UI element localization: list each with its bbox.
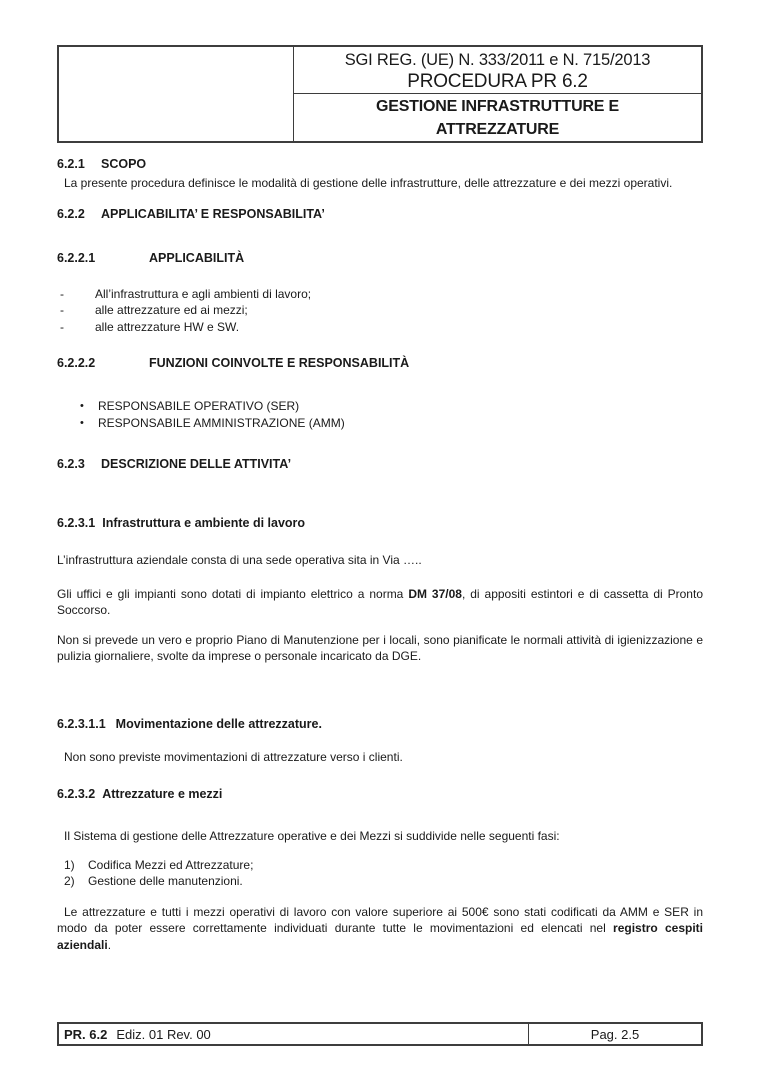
heading-number: 6.2.3 (57, 457, 85, 471)
footer-doc-code: PR. 6.2 (64, 1026, 108, 1042)
footer-table (57, 1022, 703, 1046)
heading-6-2-3 (57, 456, 703, 472)
bullet-marker: • (80, 400, 84, 412)
register-reference: registro cespiti aziendali (57, 921, 703, 952)
heading-title: APPLICABILITA’ E RESPONSABILITA’ (101, 206, 325, 221)
paragraph-text: Le attrezzature e tutti i mezzi operativi di lavoro con valore superiore ai 500€ sono stati codificati da AMM e SER in modo da poter essere correttamente individuati durante tutte le movimentazioni ed elencati nel (57, 904, 703, 935)
list-item-text: All’infrastruttura e agli ambienti di lavoro; (95, 286, 312, 301)
phases-list (57, 857, 703, 890)
list-item (80, 415, 703, 432)
footer-page-cell (529, 1024, 701, 1044)
list-item (57, 302, 703, 319)
heading-number: 6.2.1 (57, 157, 85, 171)
paragraph-offices (57, 586, 703, 619)
list-item (57, 286, 703, 303)
paragraph-movements: Non sono previste movimentazioni di attrezzature verso i clienti. (64, 749, 403, 764)
paragraph-system-phases: Il Sistema di gestione delle Attrezzature operative e dei Mezzi si suddivide nelle seguenti fasi: (64, 829, 560, 843)
heading-6-2-2 (57, 206, 703, 222)
page-content (57, 45, 703, 953)
bullet-marker: • (80, 416, 84, 429)
regulation-reference: SGI REG. (UE) N. 333/2011 e N. 715/2013 (344, 50, 651, 69)
heading-number: 6.2.2.2 (57, 356, 96, 370)
header-info-cell (294, 47, 701, 141)
list-item-text: Codifica Mezzi ed Attrezzature; (88, 857, 254, 872)
list-item-text: RESPONSABILE OPERATIVO (SER) (98, 399, 300, 413)
heading-6-2-2-2 (57, 355, 703, 371)
heading-title: APPLICABILITÀ (149, 250, 245, 265)
list-item-text: Gestione delle manutenzioni. (88, 874, 243, 888)
heading-6-2-3-2 (57, 786, 703, 802)
heading-6-2-1 (57, 156, 703, 172)
heading-number: 6.2.2.1 (57, 250, 96, 265)
dash-marker: - (60, 286, 64, 301)
heading-title: FUNZIONI COINVOLTE E RESPONSABILITÀ (149, 356, 410, 370)
list-item-text: alle attrezzature ed ai mezzi; (95, 303, 248, 317)
paragraph-text: . (107, 937, 112, 952)
document-title: GESTIONE INFRASTRUTTURE E ATTREZZATURE (375, 97, 619, 138)
number-marker: 2) (64, 874, 75, 888)
procedure-reference: PROCEDURA PR 6.2 (407, 70, 588, 92)
footer-revision-cell (59, 1024, 529, 1044)
footer-page-number: Pag. 2.5 (590, 1026, 640, 1042)
list-item-text: alle attrezzature HW e SW. (95, 319, 240, 334)
paragraph-text: , di appositi estintori e di cassetta di Pronto Soccorso. (57, 586, 703, 617)
footer-edition: Ediz. 01 Rev. 00 (116, 1026, 211, 1042)
header-table (57, 45, 703, 143)
paragraph-infrastructure: L’infrastruttura aziendale consta di una sede operativa sita in Via ….. (57, 553, 422, 567)
heading-title: Infrastruttura e ambiente di lavoro (102, 516, 306, 530)
heading-number: 6.2.2 (57, 206, 85, 221)
list-item (57, 873, 703, 890)
responsibility-list (57, 398, 703, 431)
dash-marker: - (60, 319, 64, 334)
paragraph-maintenance: Non si prevede un vero e proprio Piano di Manutenzione per i locali, sono pianificate le normali attività di igienizzazione e pulizia giornaliere, svolte da imprese o personale incaricato da DGE. (57, 632, 703, 663)
list-item-text: RESPONSABILE AMMINISTRAZIONE (AMM) (98, 415, 345, 430)
paragraph-equipment-coding (57, 904, 703, 954)
list-item (80, 398, 703, 415)
heading-title: Attrezzature e mezzi (102, 787, 223, 801)
heading-number: 6.2.3.1 (57, 516, 96, 530)
applicability-list (57, 286, 703, 336)
norm-reference: DM 37/08 (408, 586, 462, 601)
header-logo-cell (59, 47, 294, 141)
heading-number: 6.2.3.2 (57, 787, 96, 801)
number-marker: 1) (64, 857, 75, 872)
dash-marker: - (60, 303, 64, 317)
list-item (57, 319, 703, 336)
heading-title: Movimentazione delle attrezzature. (115, 716, 322, 731)
paragraph-text: Gli uffici e gli impianti sono dotati di impianto elettrico a norma (57, 586, 409, 601)
heading-title: DESCRIZIONE DELLE ATTIVITA’ (101, 457, 292, 471)
header-reference-cell (294, 47, 701, 94)
header-title-cell (294, 94, 701, 141)
heading-number: 6.2.3.1.1 (57, 716, 106, 731)
list-item (57, 857, 703, 874)
heading-6-2-3-1 (57, 515, 703, 531)
heading-6-2-2-1 (57, 250, 703, 266)
heading-6-2-3-1-1 (57, 716, 703, 732)
paragraph-scopo: La presente procedura definisce le modalità di gestione delle infrastrutture, delle attrezzature e dei mezzi operativi. (64, 176, 673, 190)
heading-title: SCOPO (101, 157, 147, 171)
